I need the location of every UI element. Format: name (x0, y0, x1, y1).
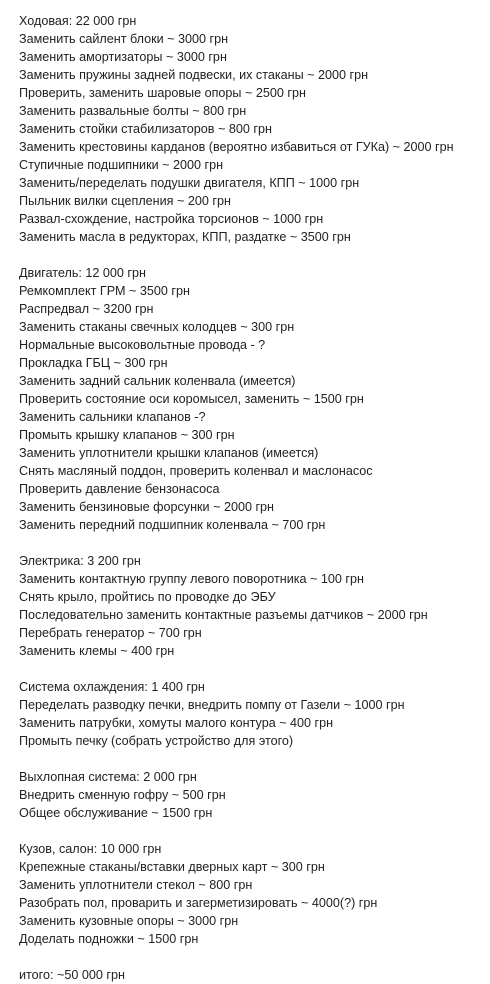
list-item: Заменить бензиновые форсунки ~ 2000 грн (19, 500, 275, 514)
section-total (19, 966, 487, 984)
list-item: Заменить клемы ~ 400 грн (19, 644, 175, 658)
list-item: Распредвал ~ 3200 грн (19, 302, 154, 316)
list-item: Снять крыло, пройтись по проводке до ЭБУ (19, 590, 276, 604)
section-exhaust (19, 768, 487, 822)
section-electrics (19, 552, 487, 660)
section-header: Двигатель: 12 000 грн (19, 266, 146, 280)
list-item: Заменить задний сальник коленвала (имеется) (19, 374, 296, 388)
list-item: Заменить развальные болты ~ 800 грн (19, 104, 247, 118)
list-item: Доделать подножки ~ 1500 грн (19, 932, 199, 946)
list-item: Заменить патрубки, хомуты малого контура ~ 400 грн (19, 716, 334, 730)
list-item: Заменить стойки стабилизаторов ~ 800 грн (19, 122, 272, 136)
list-item: Промыть печку (собрать устройство для этого) (19, 734, 294, 748)
list-item: Промыть крышку клапанов ~ 300 грн (19, 428, 235, 442)
list-item: Заменить уплотнители стекол ~ 800 грн (19, 878, 253, 892)
section-header: Выхлопная система: 2 000 грн (19, 770, 197, 784)
list-item: Заменить сайлент блоки ~ 3000 грн (19, 32, 229, 46)
list-item: Заменить амортизаторы ~ 3000 грн (19, 50, 227, 64)
list-item: Проверить, заменить шаровые опоры ~ 2500 грн (19, 86, 306, 100)
list-item: Перебрать генератор ~ 700 грн (19, 626, 202, 640)
list-item: Заменить крестовины карданов (вероятно избавиться от ГУКа) ~ 2000 грн (19, 140, 454, 154)
list-item: Заменить стаканы свечных колодцев ~ 300 грн (19, 320, 295, 334)
repair-list (19, 12, 487, 984)
section-cooling (19, 678, 487, 750)
list-item: Заменить/переделать подушки двигателя, КПП ~ 1000 грн (19, 176, 360, 190)
list-item: Нормальные высоковольтные провода - ? (19, 338, 266, 352)
list-item: Проверить давление бензонасоса (19, 482, 220, 496)
list-item: Заменить пружины задней подвески, их стаканы ~ 2000 грн (19, 68, 369, 82)
list-item: Пыльник вилки сцепления ~ 200 грн (19, 194, 231, 208)
list-item: Заменить контактную группу левого поворотника ~ 100 грн (19, 572, 364, 586)
section-header: Электрика: 3 200 грн (19, 554, 141, 568)
section-engine (19, 264, 487, 534)
list-item: Переделать разводку печки, внедрить помпу от Газели ~ 1000 грн (19, 698, 405, 712)
list-item: Внедрить сменную гофру ~ 500 грн (19, 788, 226, 802)
list-item: Общее обслуживание ~ 1500 грн (19, 806, 213, 820)
list-item: Проверить состояние оси коромысел, заменить ~ 1500 грн (19, 392, 364, 406)
section-header: Кузов, салон: 10 000 грн (19, 842, 162, 856)
list-item: Развал-схождение, настройка торсионов ~ 1000 грн (19, 212, 324, 226)
list-item: Заменить масла в редукторах, КПП, раздатке ~ 3500 грн (19, 230, 351, 244)
section-body-interior (19, 840, 487, 948)
section-header: Ходовая: 22 000 грн (19, 14, 137, 28)
list-item: Ремкомплект ГРМ ~ 3500 грн (19, 284, 190, 298)
section-header: Система охлаждения: 1 400 грн (19, 680, 205, 694)
section-chassis (19, 12, 487, 246)
total-line: итого: ~50 000 грн (19, 968, 125, 982)
list-item: Заменить передний подшипник коленвала ~ 700 грн (19, 518, 326, 532)
list-item: Прокладка ГБЦ ~ 300 грн (19, 356, 168, 370)
list-item: Ступичные подшипники ~ 2000 грн (19, 158, 224, 172)
list-item: Крепежные стаканы/вставки дверных карт ~ 300 грн (19, 860, 325, 874)
list-item: Снять масляный поддон, проверить коленвал и маслонасос (19, 464, 373, 478)
list-item: Заменить сальники клапанов -? (19, 410, 206, 424)
list-item: Разобрать пол, проварить и загерметизировать ~ 4000(?) грн (19, 896, 378, 910)
list-item: Последовательно заменить контактные разъемы датчиков ~ 2000 грн (19, 608, 428, 622)
list-item: Заменить уплотнители крышки клапанов (имеется) (19, 446, 319, 460)
list-item: Заменить кузовные опоры ~ 3000 грн (19, 914, 239, 928)
